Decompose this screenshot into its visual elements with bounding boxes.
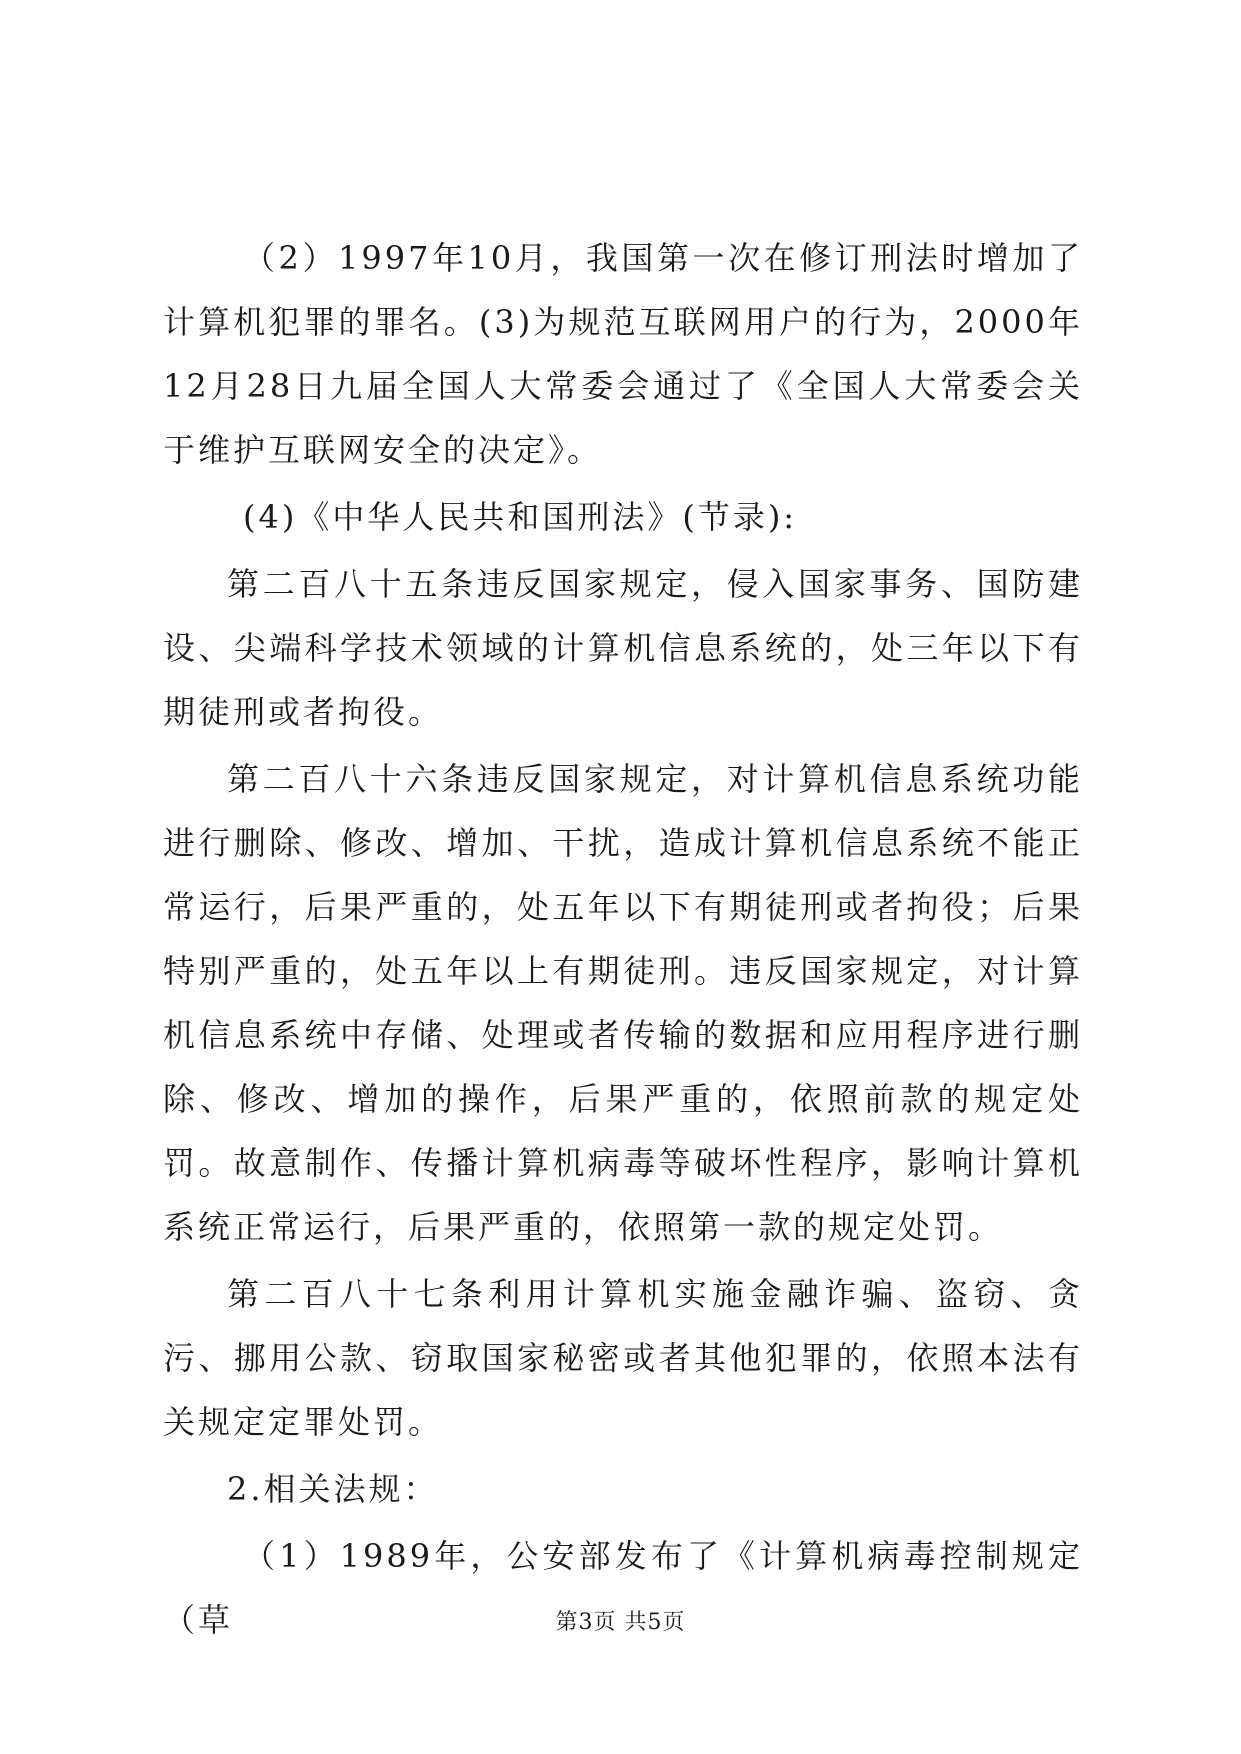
page-number: 第3页 共5页 (555, 1610, 686, 1635)
page-footer (0, 1605, 1241, 1636)
paragraph-section-heading: 2.相关法规： (227, 1470, 439, 1508)
paragraph-article-285: 第二百八十五条违反国家规定，侵入国家事务、国防建设、尖端科学技术领域的计算机信息系统的，处三年以下有期徒刑或者拘役。 (163, 565, 1083, 731)
document-body (163, 226, 1083, 1655)
paragraph-article-287: 第二百八十七条利用计算机实施金融诈骗、盗窃、贪污、挪用公款、窃取国家秘密或者其他犯罪的，依照本法有关规定定罪处罚。 (163, 1275, 1083, 1441)
paragraph-2: (4)《中华人民共和国刑法》(节录): (243, 498, 798, 536)
paragraph-article-286: 第二百八十六条违反国家规定，对计算机信息系统功能进行删除、修改、增加、干扰，造成计算机信息系统不能正常运行，后果严重的，处五年以下有期徒刑或者拘役；后果特别严重的，处五年以上有期徒刑。违反国家规定，对计算机信息系统中存储、处理或者传输的数据和应用程序进行删除、修改、增加的操作，后果严重的，依照前款的规定处罚。故意制作、传播计算机病毒等破坏性程序，影响计算机系统正常运行，后果严重的，依照第一款的规定处罚。 (163, 760, 1083, 1246)
paragraph-1: （2）1997年10月，我国第一次在修订刑法时增加了计算机犯罪的罪名。(3)为规范互联网用户的行为，2000年12月28日九届全国人大常委会通过了《全国人大常委会关于维护互联网安全的决定》。 (163, 239, 1083, 469)
paragraph-regulation-1: （1）1989年，公安部发布了《计算机病毒控制规定（草 (163, 1537, 1083, 1639)
